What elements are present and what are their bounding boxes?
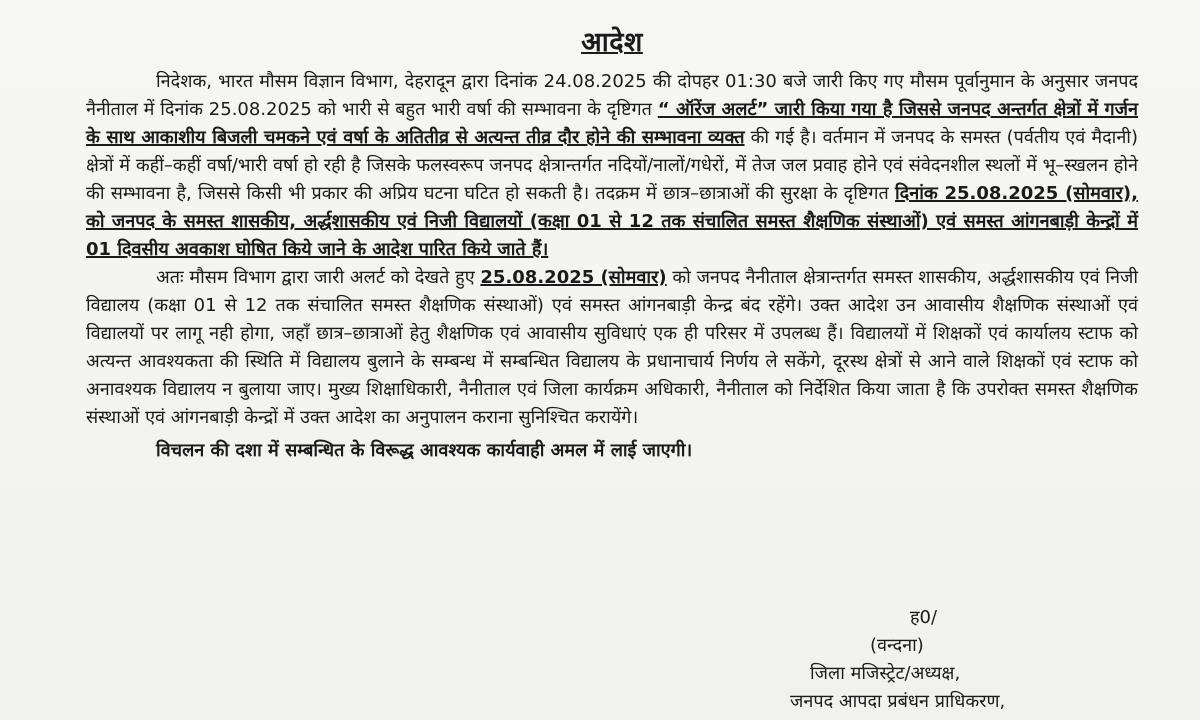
paragraph-weather-alert	[86, 68, 1138, 264]
paragraph-1-part-1: निदेशक, भारत मौसम विज्ञान विभाग, देहरादून द्वारा दिनांक 24.08.2025 की दोपहर 01:30 बजे जारी किए गए मौसम पूर्वानुमान के अनुसार जनपद नैनीताल में दिनांक 25.08.2025 को भारी से बहुत भारी वर्षा की सम्भावना के दृष्टिगत	[86, 71, 1138, 120]
document-title: आदेश	[581, 27, 643, 58]
signatory-designation: जिला मजिस्ट्रेट/अध्यक्ष,	[810, 663, 961, 684]
closing-line: विचलन की दशा में सम्बन्धित के विरूद्ध आवश्यक कार्यवाही अमल में लाई जाएगी।	[156, 440, 693, 461]
signature-block	[720, 604, 1150, 716]
paragraph-1-part-2: की गई है। वर्तमान में जनपद के समस्त (पर्वतीय एवं मैदानी) क्षेत्रों में कहीं–कहीं वर्षा/भारी वर्षा हो रही है जिसके फलस्वरूप जनपद क्षेत्रान्तर्गत नदियों/नालों/गधेरों, में तेज जल प्रवाह होने एवं संवेदनशील स्थलों में भू–स्खलन होने की सम्भावना है, जिससे किसी भी प्रकार की अप्रिय घटना घटित हो सकती है। तदक्रम में छात्र–छात्राओं की सुरक्षा के दृष्टिगत	[86, 127, 1138, 204]
signatory-name: (वन्दना)	[870, 635, 924, 656]
holiday-order-text: दिनांक 25.08.2025 (सोमवार), को जनपद के समस्त शासकीय, अर्द्धशासकीय एवं निजी विद्यालयों (कक्षा 01 से 12 तक संचालित समस्त शैक्षणिक संस्थाओं) एवं समस्त आंगनबाड़ी केन्द्रों में 01 दिवसीय अवकाश घोषित किये जाने के आदेश पारित किये जाते हैं।	[86, 183, 1138, 260]
paragraph-2-part-2: को जनपद नैनीताल क्षेत्रान्तर्गत समस्त शासकीय, अर्द्धशासकीय एवं निजी विद्यालय (कक्षा 01 से 12 तक संचालित समस्त शैक्षणिक संस्थाओं) एवं समस्त आंगनबाड़ी केन्द्र बंद रहेंगे। उक्त आदेश उन आवासीय शैक्षणिक संस्थाओं एवं विद्यालयों पर लागू नही होगा, जहाँ छात्र–छात्राओं हेतु शैक्षणिक एवं आवासीय सुविधाएं एक ही परिसर में उपलब्ध हैं। विद्यालयों में शिक्षकों एवं कार्यालय स्टाफ को अत्यन्त आवश्यकता की स्थिति में विद्यालय बुलाने के सम्बन्ध में सम्बन्धित विद्यालय के प्रधानाचार्य निर्णय ले सकेंगे, दूरस्थ क्षेत्रों से आने वाले शिक्षकों एवं स्टाफ को अनावश्यक विद्यालय न बुलाया जाए। मुख्य शिक्षाधिकारी, नैनीताल एवं जिला कार्यक्रम अधिकारी, नैनीताल को निर्देशित किया जाता है कि उपरोक्त समस्त शैक्षणिक संस्थाओं एवं आंगनबाड़ी केन्द्रों में उक्त आदेश का अनुपालन कराना सुनिश्चित करायेंगे।	[86, 267, 1138, 428]
paragraph-school-closure	[86, 264, 1138, 432]
orange-alert-text: “ ऑरेंज अलर्ट” जारी किया गया है जिससे जनपद अन्तर्गत क्षेत्रों में गर्जन के साथ आकाशीय बिजली चमकने एवं वर्षा के अतितीव्र से अत्यन्त तीव्र दौर होने की सम्भावना व्यक्त	[86, 99, 1139, 148]
signature-mark: ह0/	[910, 607, 938, 628]
paragraph-2-part-1: अतः मौसम विभाग द्वारा जारी अलर्ट को देखते हुए	[156, 267, 481, 288]
closure-date: 25.08.2025 (सोमवार)	[480, 267, 667, 288]
signatory-authority: जनपद आपदा प्रबंधन प्राधिकरण,	[790, 691, 1006, 712]
